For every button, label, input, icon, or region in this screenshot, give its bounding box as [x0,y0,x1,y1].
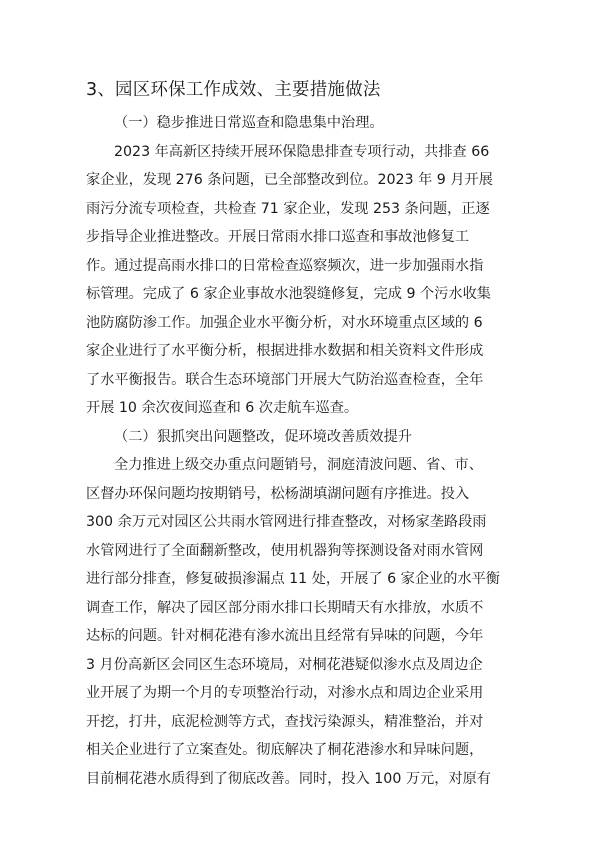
document-body [86,74,526,793]
paragraph-line: 业开展了为期一个月的专项整治行动，对渗水点和周边企业采用 [86,685,484,701]
paragraph-line: 雨污分流专项检查，共检查 71 家企业，发现 253 条问题，正逐 [86,200,490,217]
paragraph-line: 进行部分排查，修复破损渗漏点 11 处，开展了 6 家企业的水平衡 [86,571,500,587]
paragraph-line: 水管网进行了全面翻新整改，使用机器狗等探测设备对雨水管网 [86,542,484,559]
paragraph-line: 相关企业进行了立案查处。彻底解决了桐花港渗水和异味问题， [86,742,484,758]
paragraph-line: 了水平衡报告。联合生态环境部门开展大气防治巡查检查，全年 [86,371,484,388]
paragraph-line: 2023 年高新区持续开展环保隐患排查专项行动，共排查 66 [114,143,490,160]
paragraph-line: 作。通过提高雨水排口的日常检查巡察频次，进一步加强雨水指 [86,257,484,274]
paragraph-line: 开挖，打井，底泥检测等方式，查找污染源头，精准整治，并对 [86,713,484,730]
section-title: 3、园区环保工作成效、主要措施做法 [86,80,381,100]
paragraph-line: 池防腐防渗工作。加强企业水平衡分析，对水环境重点区域的 6 [86,314,483,331]
paragraph-line: 全力推进上级交办重点问题销号，洞庭清波问题、省、市、 [114,457,483,473]
subsection-1-heading: （一）稳步推进日常巡查和隐患集中治理。 [114,115,384,131]
paragraph-line: 调查工作，解决了园区部分雨水排口长期晴天有水排放，水质不 [86,599,484,616]
paragraph-line: 家企业，发现 276 条问题，已全部整改到位。2023 年 9 月开展 [86,172,493,188]
paragraph-line: 标管理。完成了 6 家企业事故水池裂缝修复，完成 9 个污水收集 [86,286,491,302]
paragraph-line: 区督办环保问题均按期销号，松杨湖填湖问题有序推进。投入 [86,485,470,502]
paragraph-line: 达标的问题。针对桐花港有渗水流出且经常有异味的问题，今年 [86,628,484,644]
subsection-2-heading: （二）狠抓突出问题整改，促环境改善质效提升 [114,428,412,445]
paragraph-line: 目前桐花港水质得到了彻底改善。同时，投入 100 万元，对原有 [86,770,491,787]
paragraph-line: 开展 10 余次夜间巡查和 6 次走航车巡查。 [86,400,359,416]
subsection-1-paragraph [86,138,526,423]
subsection-2-paragraph [86,451,526,793]
paragraph-line: 家企业进行了水平衡分析，根据进排水数据和相关资料文件形成 [86,343,484,359]
paragraph-line: 3 月份高新区会同区生态环境局，对桐花港疑似渗水点及周边企 [86,656,483,673]
paragraph-line: 300 余万元对园区公共雨水管网进行排查整改，对杨家垄路段雨 [86,514,487,530]
paragraph-line: 步指导企业推进整改。开展日常雨水排口巡查和事故池修复工 [86,229,470,245]
